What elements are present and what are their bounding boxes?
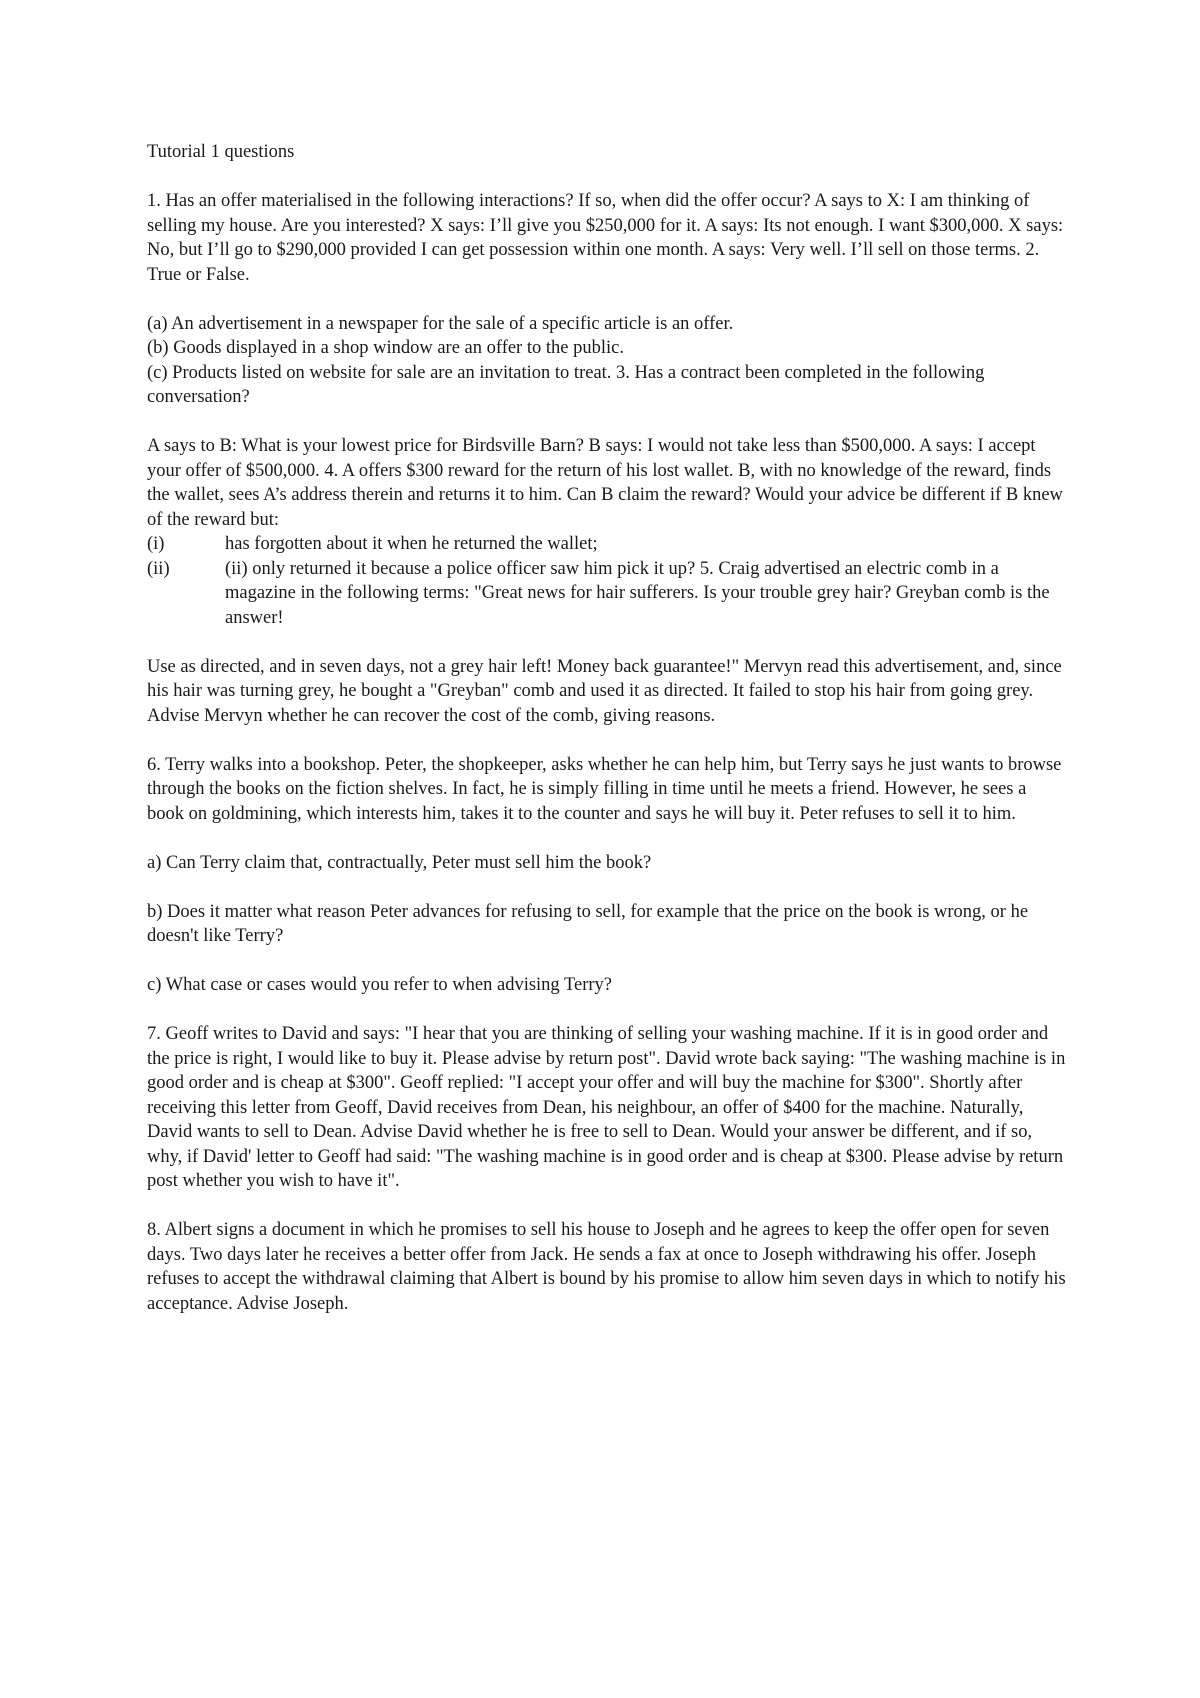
question-6b: b) Does it matter what reason Peter advances for refusing to sell, for example that the price on the book is wrong, or he doesn't like Terry? — [147, 901, 1029, 946]
sub-item-ii-number: (ii) — [147, 558, 170, 579]
question-2b: (b) Goods displayed in a shop window are an offer to the public. — [147, 338, 624, 358]
question-5-continued: Use as directed, and in seven days, not a grey hair left! Money back guarantee!" Mervyn read this advertisement, and, since his hair was turning grey, he bought a "Greyban" comb and used it as directed. It failed to stop his hair from going grey. Advise Mervyn whether he can recover the cost of the comb, giving reasons. — [147, 656, 1062, 726]
question-6: 6. Terry walks into a bookshop. Peter, the shopkeeper, asks whether he can help him, but Terry says he just wants to browse through the books on the fiction shelves. In fact, he is simply filling in time until he meets a friend. However, he sees a book on goldmining, which interests him, takes it to the counter and says he will buy it. Peter refuses to sell it to him. — [147, 754, 1062, 824]
question-1: 1. Has an offer materialised in the following interactions? If so, when did the offer occur? A says to X: I am thinking of selling my house. Are you interested? X says: I’ll give you $250,000 for it. A says: Its not enough. I want $300,000. X says: No, but I’ll go to $290,000 provided I can get possession within one month. A says: Very well. I’ll sell on those terms. 2. True or False. — [147, 191, 1064, 285]
question-6a: a) Can Terry claim that, contractually, Peter must sell him the book? — [147, 852, 652, 873]
question-6c: c) What case or cases would you refer to when advising Terry? — [147, 975, 612, 995]
document-title: Tutorial 1 questions — [147, 142, 295, 162]
sub-item-i-text: has forgotten about it when he returned the wallet; — [225, 534, 598, 554]
question-3-4: A says to B: What is your lowest price for Birdsville Barn? B says: I would not take less than $500,000. A says: I accept your offer of $500,000. 4. A offers $300 reward for the return of his lost wallet. B, with no knowledge of the reward, finds the wallet, sees A’s address therein and returns it to him. Can B claim the reward? Would your advice be different if B knew of the reward but: — [147, 436, 1063, 530]
sub-item-i-number: (i) — [147, 534, 165, 554]
question-8: 8. Albert signs a document in which he promises to sell his house to Joseph and he agrees to keep the offer open for seven days. Two days later he receives a better offer from Jack. He sends a fax at once to Joseph withdrawing his offer. Joseph refuses to accept the withdrawal claiming that Albert is bound by his promise to allow him seven days in which to notify his acceptance. Advise Joseph. — [147, 1220, 1066, 1314]
question-2a: (a) An advertisement in a newspaper for the sale of a specific article is an offer. — [147, 313, 734, 334]
document-body — [147, 140, 1067, 1341]
sub-item-i — [147, 532, 1067, 557]
sub-item-ii — [147, 557, 1067, 631]
question-2c: (c) Products listed on website for sale are an invitation to treat. 3. Has a contract been completed in the following conversation? — [147, 362, 985, 407]
question-7: 7. Geoff writes to David and says: "I hear that you are thinking of selling your washing machine. If it is in good order and the price is right, I would like to buy it. Please advise by return post". David wrote back saying: "The washing machine is in good order and is cheap at $300". Geoff replied: "I accept your offer and will buy the machine for $300". Shortly after receiving this letter from Geoff, David receives from Dean, his neighbour, an offer of $400 for the machine. Naturally, David wants to sell to Dean. Advise David whether he is free to sell to Dean. Would your answer be different, and if so, why, if David' letter to Geoff had said: "The washing machine is in good order and is cheap at $300. Please advise by return post whether you wish to have it". — [147, 1024, 1066, 1191]
sub-item-ii-text: (ii) only returned it because a police officer saw him pick it up? 5. Craig advertised an electric comb in a magazine in the following terms: "Great news for hair sufferers. Is your trouble grey hair? Greyban comb is the answer! — [225, 558, 1050, 628]
